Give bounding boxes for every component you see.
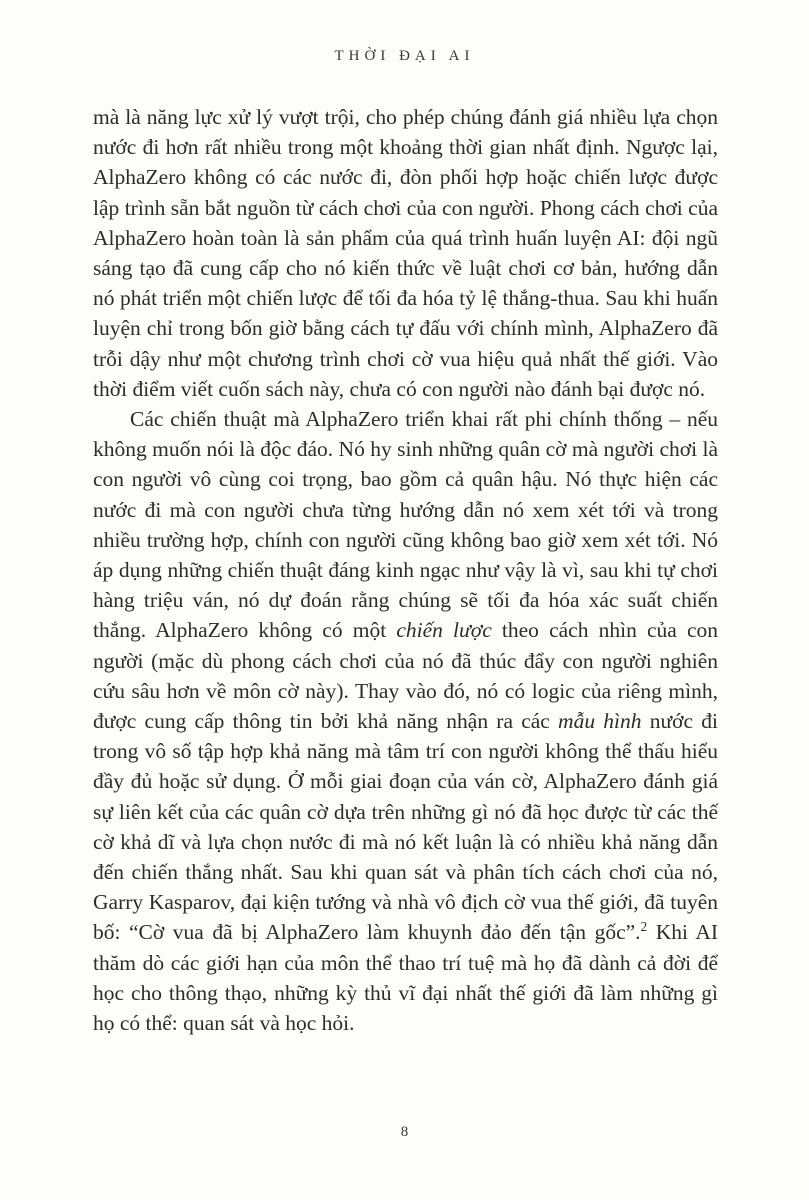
- text-segment: nước đi trong vô số tập hợp khả năng mà tâm trí con người không thể thấu hiểu đầy đủ hoặc sử dụng. Ở mỗi giai đoạn của ván cờ, AlphaZero đánh giá sự liên kết của các quân cờ dựa trên những gì nó đã học được từ các thế cờ khả dĩ và lựa chọn nước đi mà nó kết luận là có nhiều khả năng dẫn đến chiến thắng nhất. Sau khi quan sát và phân tích cách chơi của nó, Garry Kasparov, đại kiện tướng và nhà vô địch cờ vua thế giới, đã tuyên bố: “Cờ vua đã bị AlphaZero làm khuynh đảo đến tận gốc”.: [93, 709, 718, 945]
- paragraph: [93, 404, 718, 1038]
- emphasized-text: mẫu hình: [558, 709, 642, 734]
- body-text: [93, 102, 718, 1038]
- text-segment: mà là năng lực xử lý vượt trội, cho phép chúng đánh giá nhiều lựa chọn nước đi hơn rất nhiều trong một khoảng thời gian nhất định. Ngược lại, AlphaZero không có các nước đi, đòn phối hợp hoặc chiến lược được lập trình sẵn bắt nguồn từ cách chơi của con người. Phong cách chơi của AlphaZero hoàn toàn là sản phẩm của quá trình huấn luyện AI: đội ngũ sáng tạo đã cung cấp cho nó kiến thức về luật chơi cơ bản, hướng dẫn nó phát triển một chiến lược để tối đa hóa tỷ lệ thắng-thua. Sau khi huấn luyện chỉ trong bốn giờ bằng cách tự đấu với chính mình, AlphaZero đã trỗi dậy như một chương trình chơi cờ vua hiệu quả nhất thế giới. Vào thời điểm viết cuốn sách này, chưa có con người nào đánh bại được nó.: [93, 105, 718, 401]
- footnote-reference: 2: [640, 919, 648, 935]
- running-header: THỜI ĐẠI AI: [334, 48, 475, 64]
- paragraph: [93, 102, 718, 404]
- text-segment: Các chiến thuật mà AlphaZero triển khai rất phi chính thống – nếu không muốn nói là độc đáo. Nó hy sinh những quân cờ mà người chơi là con người vô cùng coi trọng, bao gồm cả quân hậu. Nó thực hiện các nước đi mà con người chưa từng hướng dẫn nó xem xét tới và trong nhiều trường hợp, chính con người cũng không bao giờ xem xét tới. Nó áp dụng những chiến thuật đáng kinh ngạc như vậy là vì, sau khi tự chơi hàng triệu ván, nó dự đoán rằng chúng sẽ tối đa hóa xác suất chiến thắng. AlphaZero không có một: [93, 407, 718, 643]
- page-number: 8: [400, 1124, 409, 1140]
- emphasized-text: chiến lược: [396, 618, 492, 643]
- text-segment: Khi AI thăm dò các giới hạn của môn thể thao trí tuệ mà họ đã dành cả đời để học cho thông thạo, những kỳ thủ vĩ đại nhất thế giới đã làm những gì họ có thể: quan sát và học hỏi.: [93, 920, 718, 1036]
- text-segment: theo cách nhìn của con người (mặc dù phong cách chơi của nó đã thúc đẩy con người nghiên cứu sâu hơn về môn cờ này). Thay vào đó, nó có logic của riêng mình, được cung cấp thông tin bởi khả năng nhận ra các: [93, 618, 719, 734]
